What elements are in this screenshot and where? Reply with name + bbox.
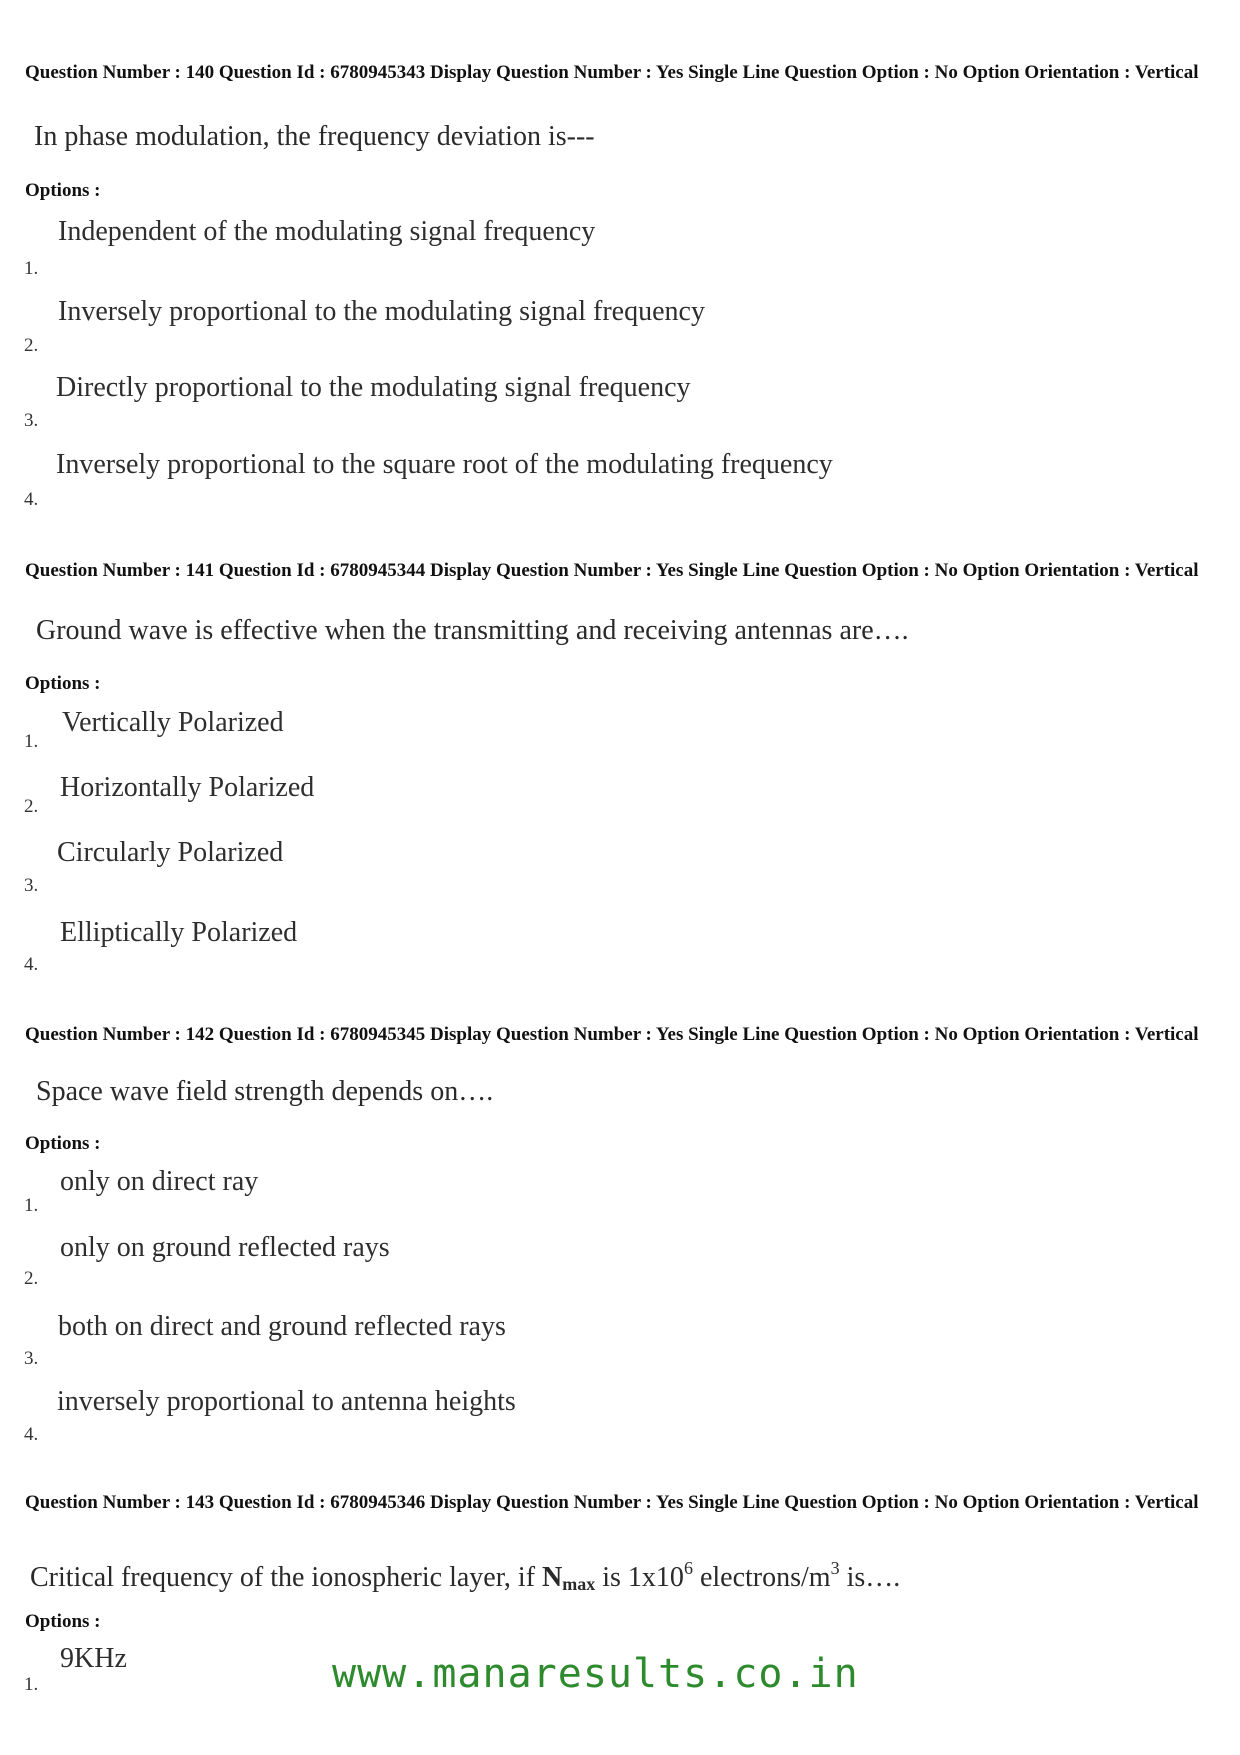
option-number: 3. (24, 1348, 39, 1369)
option-text: Inversely proportional to the modulating signal frequency (58, 296, 705, 327)
options-label: Options : (25, 1611, 101, 1632)
stem-symbol-subscript: max (562, 1574, 596, 1594)
question-meta: Question Number : 140 Question Id : 6780945343 Display Question Number : Yes Single Line Question Option : No Option Orientation : Vertical (25, 62, 1199, 83)
question-stem (30, 1552, 900, 1600)
options-label: Options : (25, 1133, 101, 1154)
stem-text: electrons/m (692, 1562, 831, 1593)
question-stem: In phase modulation, the frequency deviation is--- (34, 121, 595, 152)
question-meta: Question Number : 142 Question Id : 6780945345 Display Question Number : Yes Single Line Question Option : No Option Orientation : Vertical (25, 1024, 1199, 1045)
question-stem: Ground wave is effective when the transmitting and receiving antennas are…. (36, 615, 909, 646)
option-text: only on ground reflected rays (60, 1232, 390, 1263)
option-text: both on direct and ground reflected rays (58, 1311, 506, 1342)
options-label: Options : (25, 673, 101, 694)
option-number: 4. (24, 489, 39, 510)
question-meta: Question Number : 143 Question Id : 6780945346 Display Question Number : Yes Single Line Question Option : No Option Orientation : Vertical (25, 1492, 1199, 1513)
option-text: Independent of the modulating signal frequency (58, 216, 596, 247)
option-text: 9KHz (60, 1643, 127, 1674)
option-number: 3. (24, 410, 39, 431)
stem-symbol: N (542, 1562, 563, 1593)
option-number: 2. (24, 796, 39, 817)
option-number: 4. (24, 1424, 39, 1445)
option-text: Elliptically Polarized (60, 917, 298, 948)
watermark: www.manaresults.co.in (332, 1651, 859, 1697)
option-text: Vertically Polarized (62, 707, 284, 738)
option-number: 1. (24, 1674, 39, 1695)
stem-exponent: 6 (683, 1558, 693, 1578)
question-stem: Space wave field strength depends on…. (36, 1076, 494, 1107)
option-number: 1. (24, 258, 39, 279)
stem-text: is 1x10 (595, 1562, 684, 1593)
stem-text: is…. (839, 1562, 901, 1593)
option-number: 1. (24, 731, 39, 752)
option-text: Directly proportional to the modulating signal frequency (56, 372, 691, 403)
options-label: Options : (25, 180, 101, 201)
option-text: Circularly Polarized (57, 837, 284, 868)
option-text: only on direct ray (60, 1166, 259, 1197)
option-number: 3. (24, 875, 39, 896)
option-text: Horizontally Polarized (60, 772, 315, 803)
option-number: 4. (24, 954, 39, 975)
option-number: 1. (24, 1195, 39, 1216)
option-text: Inversely proportional to the square root of the modulating frequency (56, 449, 833, 480)
option-text: inversely proportional to antenna heights (57, 1386, 516, 1417)
option-number: 2. (24, 1268, 39, 1289)
question-meta: Question Number : 141 Question Id : 6780945344 Display Question Number : Yes Single Line Question Option : No Option Orientation : Vertical (25, 560, 1199, 581)
stem-exponent: 3 (830, 1558, 840, 1578)
stem-text: Critical frequency of the ionospheric layer, if (30, 1562, 543, 1593)
option-number: 2. (24, 335, 39, 356)
